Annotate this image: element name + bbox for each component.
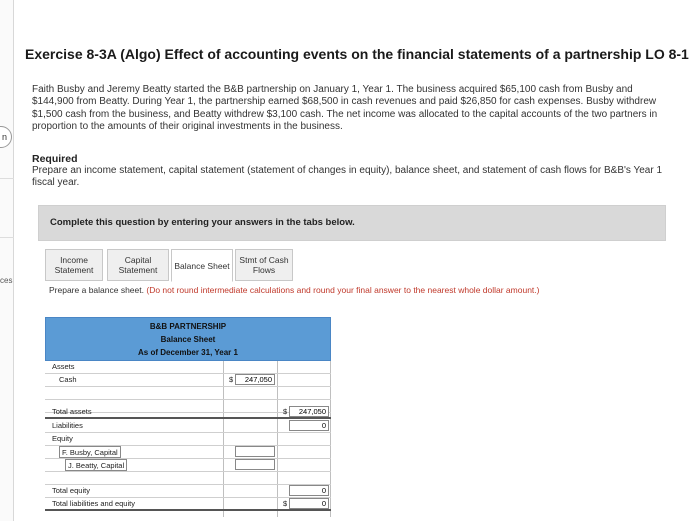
beatty-capital-cell: [235, 459, 275, 471]
table-row: [45, 459, 331, 472]
tab-label-line1: Stmt of Cash: [239, 255, 289, 265]
exercise-title: Exercise 8-3A (Algo) Effect of accounting events on the financial statements of a partnership LO 8-1: [25, 46, 689, 62]
instruction-note: (Do not round intermediate calculations and round your final answer to the nearest whole dollar amount.): [146, 285, 540, 295]
tab-cash-flows[interactable]: [235, 249, 293, 281]
table-row: [45, 406, 331, 419]
question-number-badge[interactable]: n: [0, 126, 12, 148]
tab-label-line1: Income: [60, 255, 88, 265]
required-text: Prepare an income statement, capital statement (statement of changes in equity), balance sheet, and statement of cash flows for B&B's Year 1 fiscal year.: [32, 165, 663, 189]
balance-sheet-instruction: [49, 285, 609, 296]
total-assets-label: Total assets: [52, 407, 92, 416]
total-equity-label: Total equity: [52, 486, 90, 495]
table-row: [45, 446, 331, 459]
panel-text: Complete this question by entering your answers in the tabs below.: [50, 217, 355, 228]
table-row: [45, 498, 331, 511]
liabilities-cell: [289, 420, 329, 432]
tab-label-line1: Capital: [124, 255, 152, 265]
tab-label-line2: Flows: [252, 265, 276, 275]
required-label: Required: [32, 153, 78, 165]
table-row: [45, 472, 331, 485]
total-le-input[interactable]: [289, 498, 329, 509]
tab-income-statement[interactable]: [45, 249, 103, 281]
total-assets-cell: [289, 406, 329, 418]
table-row: [45, 361, 331, 374]
table-row: [45, 485, 331, 498]
exercise-intro: Faith Busby and Jeremy Beatty started the B&B partnership on January 1, Year 1. The business acquired $65,100 cash from Busby and $144,900 from Beatty. During Year 1, the partnership earned $68,500 in cash revenues and paid $26,850 for cash expenses. Busby withdrew $1,500 cash from the business, and Beatty withdrew $3,100 cash. The net income was allocated to the capital accounts of the two partners in proportion to the amounts of their original investments in the business.: [32, 84, 658, 133]
balance-sheet-header: [45, 317, 331, 361]
instruction-main: Prepare a balance sheet.: [49, 285, 144, 295]
beatty-capital-label[interactable]: J. Beatty, Capital: [65, 459, 127, 471]
instructions-panel: [38, 205, 666, 241]
total-assets-dollar: $: [283, 407, 288, 416]
company-name: B&B PARTNERSHIP: [149, 322, 227, 331]
left-rail: [0, 0, 14, 521]
total-le-dollar: $: [283, 499, 288, 508]
tab-capital-statement[interactable]: [107, 249, 169, 281]
total-equity-input[interactable]: [289, 485, 329, 496]
beatty-capital-input[interactable]: [235, 459, 275, 470]
total-le-label: Total liabilities and equity: [52, 499, 135, 508]
tab-label-line2: Statement: [54, 265, 94, 275]
table-row: [45, 374, 331, 387]
statement-date: As of December 31, Year 1: [138, 348, 238, 357]
rail-label: ces: [0, 276, 13, 285]
statement-name: Balance Sheet: [160, 335, 216, 344]
cash-label: Cash: [59, 375, 77, 384]
liabilities-label: Liabilities: [52, 421, 83, 430]
cash-input[interactable]: [235, 374, 275, 385]
busby-capital-label[interactable]: F. Busby, Capital: [59, 446, 121, 458]
rail-divider: [0, 178, 14, 238]
total-le-cell: [289, 498, 329, 510]
busby-capital-cell: [235, 446, 275, 458]
table-row: [45, 420, 331, 433]
balance-sheet-grid: [45, 361, 331, 517]
cash-cell: [235, 374, 275, 386]
liabilities-input[interactable]: [289, 420, 329, 431]
table-row: [45, 387, 331, 400]
tab-label-line1: Balance Sheet: [174, 260, 230, 271]
assets-heading: Assets: [52, 362, 75, 371]
tab-label-line2: Statement: [118, 265, 158, 275]
cash-dollar: $: [229, 375, 234, 384]
total-equity-cell: [289, 485, 329, 497]
total-assets-input[interactable]: [289, 406, 329, 417]
busby-capital-input[interactable]: [235, 446, 275, 457]
tab-balance-sheet[interactable]: [171, 249, 233, 282]
table-row: [45, 433, 331, 446]
equity-heading: Equity: [52, 434, 73, 443]
